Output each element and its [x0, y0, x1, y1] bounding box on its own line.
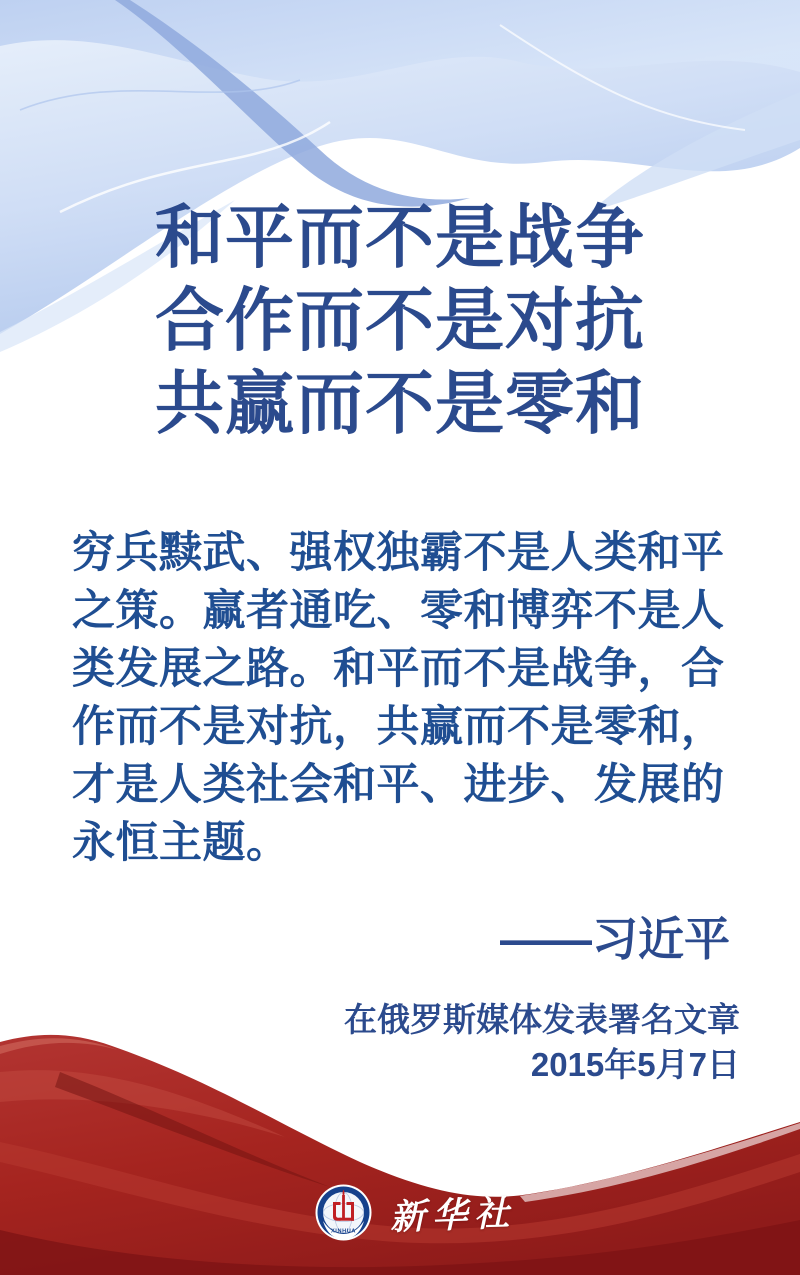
- source-event: 在俄罗斯媒体发表署名文章: [344, 1001, 740, 1038]
- title-line: 和平而不是战争: [155, 199, 645, 276]
- title-line: 共赢而不是零和: [155, 365, 645, 442]
- quote-line: 之策。赢者通吃、零和博弈不是人: [72, 587, 725, 635]
- title-line: 合作而不是对抗: [155, 282, 645, 359]
- quote-line: 作而不是对抗，共赢而不是零和，: [72, 703, 725, 751]
- attribution: ——习近平: [500, 913, 730, 965]
- quote-line: 穷兵黩武、强权独霸不是人类和平: [72, 529, 725, 577]
- xinhua-logo: [315, 1184, 516, 1241]
- xinhua-emblem: [315, 1184, 372, 1241]
- quote-line: 类发展之路。和平而不是战争，合: [72, 645, 725, 693]
- quote-line: 永恒主题。: [72, 819, 290, 867]
- page-title: [0, 196, 800, 445]
- source-date: 2015年5月7日: [530, 1046, 740, 1083]
- quote-body: [72, 524, 752, 872]
- quote-line: 才是人类社会和平、进步、发展的: [72, 761, 725, 809]
- xinhua-emblem-text: XINHUA: [330, 1228, 357, 1235]
- xinhua-wordmark: 新华社: [389, 1193, 517, 1237]
